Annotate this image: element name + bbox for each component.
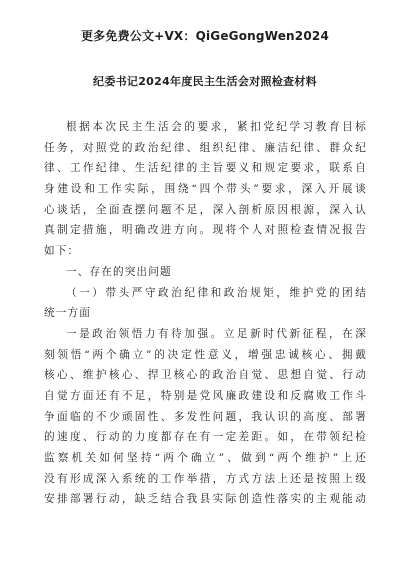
paragraph-line: 的速度、行动的力度都存在有一定差距。如，在带领纪检 [44, 431, 367, 444]
promo-header: 更多免费公文+VX：QiGeGongWen2024 [80, 29, 329, 43]
paragraph-line: 自觉方面还有不足，特别是党风廉政建设和反腐败工作斗 [44, 389, 367, 402]
paragraph-line: 根据本次民主生活会的要求，紧扣党纪学习教育目标 [66, 121, 367, 133]
paragraph-line: 律、工作纪律、生活纪律的主旨要义和规定要求，联系自 [44, 162, 367, 175]
document-body [44, 117, 367, 510]
paragraph-line: 刻领悟“两个确立”的决定性意义，增强忠诚核心、拥戴 [44, 348, 367, 361]
subsection-heading-cont: 统一方面 [44, 307, 91, 320]
document-title: 纪委书记2024年度民主生活会对照检查材料 [93, 75, 317, 88]
paragraph-line: 身建设和工作实际，围绕“四个带头”要求，深入开展谈 [44, 183, 367, 196]
paragraph-line: 没有形成深入系统的工作举措，方式方法上还是按照上级 [44, 472, 367, 485]
paragraph-line: 心谈话，全面查摆问题不足，深入剖析原因根源，深入认 [44, 203, 367, 216]
section-heading: 一、存在的突出问题 [66, 265, 172, 278]
paragraph-line: 争面临的不少顽固性、多发性问题，我认识的高度、部署 [44, 410, 367, 423]
paragraph-line: 真制定措施，明确改进方向。现将个人对照检查情况报告 [44, 224, 367, 237]
paragraph-line: 一是政治领悟力有待加强。立足新时代新征程，在深 [66, 327, 367, 340]
paragraph-line: 核心、维护核心、捍卫核心的政治自觉、思想自觉、行动 [44, 369, 367, 382]
paragraph-line: 任务，对照党的政治纪律、组织纪律、廉洁纪律、群众纪 [44, 141, 367, 154]
paragraph-line: 监察机关如何坚持“两个确立”、做到“两个维护”上还 [44, 452, 367, 464]
paragraph-line: 安排部署行动，缺乏结合我县实际创造性落实的主观能动 [44, 493, 367, 506]
subsection-heading: （一）带头严守政治纪律和政治规矩，维护党的团结 [66, 286, 367, 299]
paragraph-line: 如下： [44, 245, 80, 258]
